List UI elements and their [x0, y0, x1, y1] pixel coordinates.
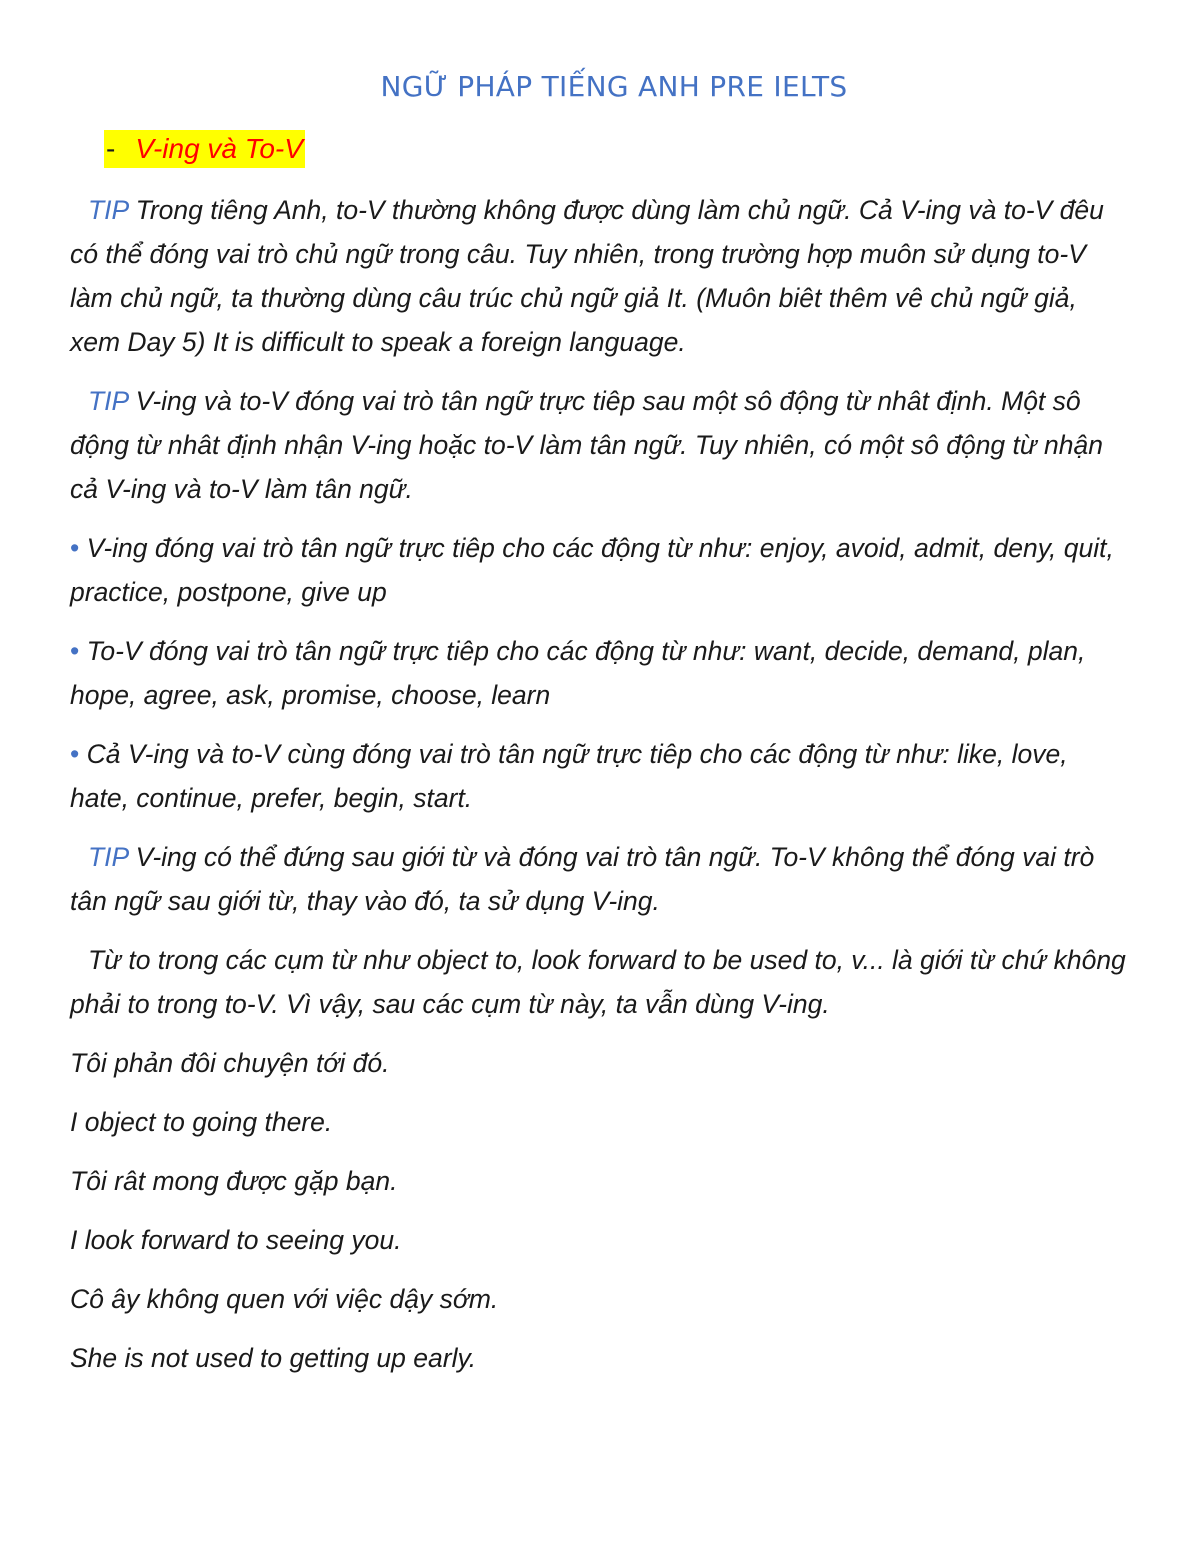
example-line: Cô ây không quen với việc dậy sớm. — [70, 1284, 499, 1314]
section-heading — [104, 130, 305, 168]
tip-label: TIP — [88, 386, 129, 416]
example-line: I look forward to seeing you. — [70, 1225, 402, 1255]
heading-text: V-ing và To-V — [135, 133, 303, 164]
example-line: She is not used to getting up early. — [70, 1343, 477, 1373]
bullet-3-text: Cả V-ing và to-V cùng đóng vai trò tân ngữ trực tiêp cho các động từ như: like, love, hate, continue, prefer, begin, start. — [70, 739, 1068, 813]
example-line: Tôi phản đôi chuyện tới đó. — [70, 1048, 390, 1078]
tip-3-text: V-ing có thể đứng sau giới từ và đóng vai trò tân ngữ. To-V không thể đóng vai trò tân ngữ sau giới từ, thay vào đó, ta sử dụng V-ing. — [70, 842, 1095, 916]
example-line: I object to going there. — [70, 1107, 333, 1137]
tip-paragraph-3 — [70, 835, 1130, 923]
bullet-icon: • — [70, 739, 80, 769]
tip-2-text: V-ing và to-V đóng vai trò tân ngữ trực tiêp sau một sô động từ nhât định. Một sô động từ nhât định nhận V-ing hoặc to-V làm tân ngữ. Tuy nhiên, có một sô động từ nhận cả V-ing và to-V làm tân ngữ. — [70, 386, 1104, 504]
bullet-2-text: To-V đóng vai trò tân ngữ trực tiêp cho các động từ như: want, decide, demand, plan, hope, agree, ask, promise, choose, learn — [70, 636, 1086, 710]
heading-dash: - — [106, 133, 116, 164]
tip-paragraph-2 — [70, 379, 1130, 511]
note-text: Từ to trong các cụm từ như object to, look forward to be used to, v... là giới từ chứ không phải to trong to-V. Vì vậy, sau các cụm từ này, ta vẫn dùng V-ing. — [70, 945, 1126, 1019]
bullet-item-1 — [70, 526, 1130, 614]
document-title: NGỮ PHÁP TIẾNG ANH PRE IELTS — [380, 70, 848, 103]
note-paragraph — [70, 938, 1130, 1026]
bullet-item-3 — [70, 732, 1130, 820]
bullet-1-text: V-ing đóng vai trò tân ngữ trực tiêp cho các động từ như: enjoy, avoid, admit, deny, quit, practice, postpone, give up — [70, 533, 1114, 607]
tip-label: TIP — [88, 195, 129, 225]
bullet-item-2 — [70, 629, 1130, 717]
tip-paragraph-1 — [70, 188, 1130, 364]
bullet-icon: • — [70, 533, 80, 563]
document-body — [70, 188, 1130, 1395]
example-line: Tôi rât mong được gặp bạn. — [70, 1166, 398, 1196]
tip-1-text: Trong tiêng Anh, to-V thường không được dùng làm chủ ngữ. Cả V-ing và to-V đêu có thể đóng vai trò chủ ngữ trong câu. Tuy nhiên, trong trường hợp muôn sử dụng to-V làm chủ ngữ, ta thường dùng câu trúc chủ ngữ giả It. (Muôn biêt thêm vê chủ ngữ giả, xem Day 5) It is difficult to speak a foreign language. — [70, 195, 1104, 357]
bullet-icon: • — [70, 636, 80, 666]
tip-label: TIP — [88, 842, 129, 872]
